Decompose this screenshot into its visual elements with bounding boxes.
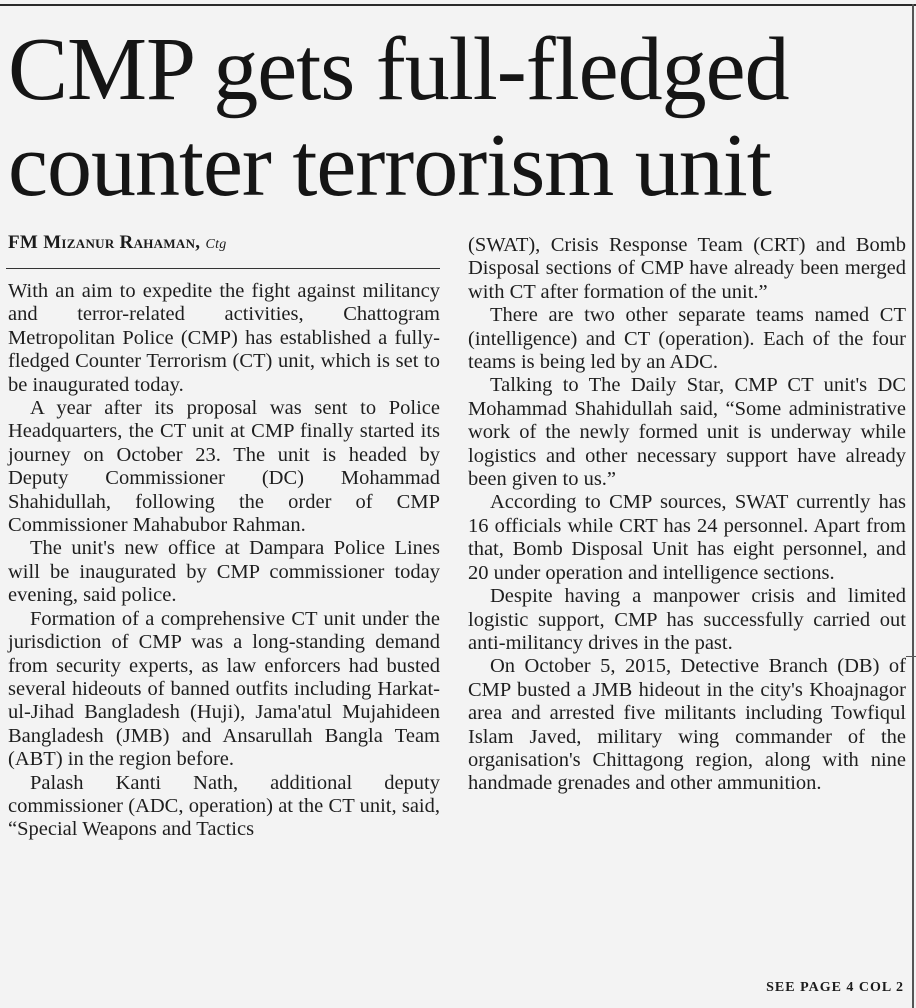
article-column-right <box>468 234 906 796</box>
paragraph: With an aim to expedite the fight against militancy and terror-related activities, Chattogram Metropolitan Police (CMP) has established a fully-fledged Counter Terrorism (CT) unit, which is set to be inaugurated today. <box>8 280 440 396</box>
byline-rule <box>6 268 440 269</box>
paragraph: Talking to The Daily Star, CMP CT unit's DC Mohammad Shahidullah said, “Some administrative work of the newly formed unit is underway while logistics and other necessary support have already been given to us.” <box>468 374 906 491</box>
paragraph: Formation of a comprehensive CT unit under the jurisdiction of CMP was a long-standing demand from security experts, as law enforcers had busted several hideouts of banned outfits including Harkat-ul-Jihad Bangladesh (Huji), Jama'atul Mujahideen Bangladesh (JMB) and Ansarullah Bangla Team (ABT) in the region before. <box>8 607 440 771</box>
right-frame-line <box>912 4 914 1008</box>
paragraph: Palash Kanti Nath, additional deputy commissioner (ADC, operation) at the CT unit, said, “Special Weapons and Tactics <box>8 771 440 841</box>
headline: CMP gets full-fledged counter terrorism unit <box>8 20 789 215</box>
continuation-note: SEE PAGE 4 COL 2 <box>766 980 904 995</box>
right-frame-tick <box>906 656 916 657</box>
top-rule <box>0 4 916 6</box>
byline-author: FM Mizanur Rahaman, <box>8 232 201 253</box>
paragraph: There are two other separate teams named CT (intelligence) and CT (operation). Each of the four teams is being led by an ADC. <box>468 304 906 374</box>
paragraph: On October 5, 2015, Detective Branch (DB) of CMP busted a JMB hideout in the city's Khoajnagor area and arrested five militants including Towfiqul Islam Javed, military wing commander of the organisation's Chittagong region, along with nine handmade grenades and other ammunition. <box>468 655 906 795</box>
byline-location: Ctg <box>205 237 227 252</box>
paragraph: (SWAT), Crisis Response Team (CRT) and Bomb Disposal sections of CMP have already been merged with CT after formation of the unit.” <box>468 234 906 303</box>
paragraph: The unit's new office at Dampara Police Lines will be inaugurated by CMP commissioner today evening, said police. <box>8 537 440 607</box>
byline <box>8 232 227 254</box>
paragraph: According to CMP sources, SWAT currently has 16 officials while CRT has 24 personnel. Apart from that, Bomb Disposal Unit has eight personnel, and 20 under operation and intelligence sections. <box>468 491 906 584</box>
paragraph: A year after its proposal was sent to Police Headquarters, the CT unit at CMP finally started its journey on October 23. The unit is headed by Deputy Commissioner (DC) Mohammad Shahidullah, following the order of CMP Commissioner Mahabubor Rahman. <box>8 397 440 537</box>
paragraph: Despite having a manpower crisis and limited logistic support, CMP has successfully carried out anti-militancy drives in the past. <box>468 585 906 654</box>
article-column-left <box>8 280 440 842</box>
